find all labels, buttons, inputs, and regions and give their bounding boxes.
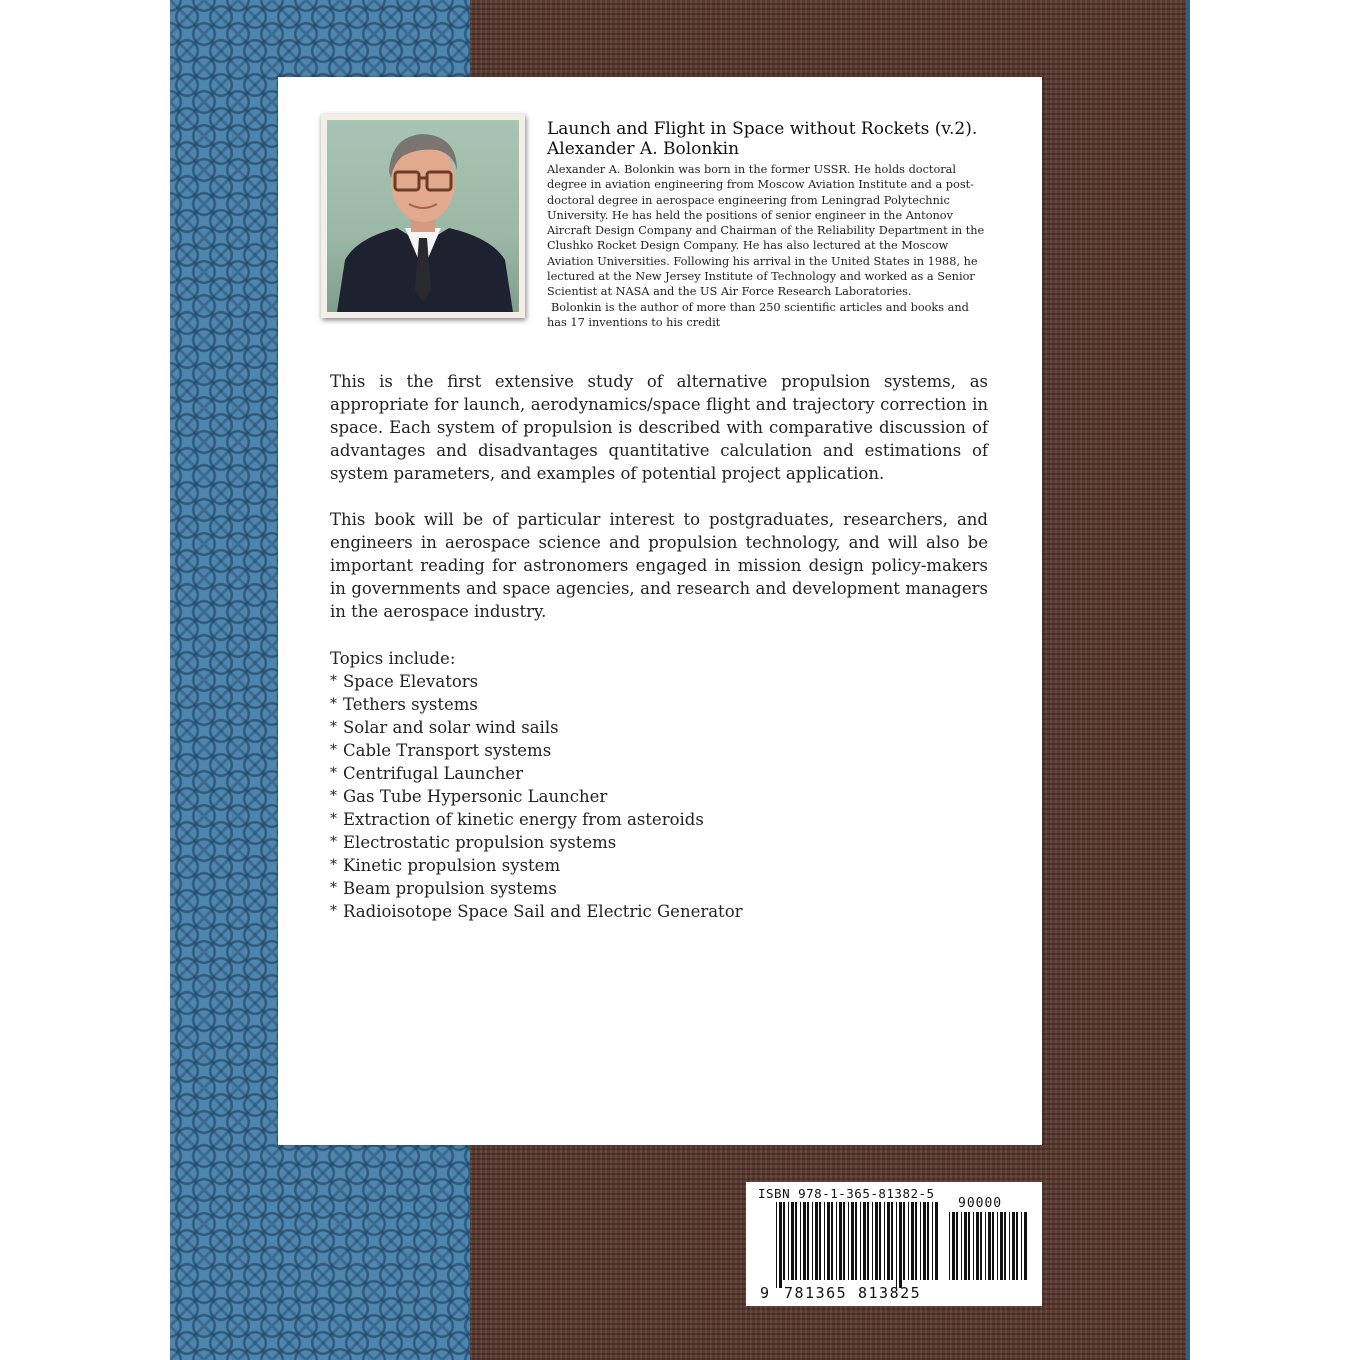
asterisk-icon: * [330, 788, 337, 804]
author-name: Alexander A. Bolonkin [547, 139, 740, 159]
description-paragraph: This book will be of particular interest to postgraduates, researchers, and engineers in aerospace science and propulsion technology, and will also be important reading for astronomers engaged in mission design policy-makers in governments and space agencies, and research and development managers in the aerospace industry. [330, 510, 988, 621]
barcode-bar [851, 1202, 854, 1280]
barcode-bar [848, 1202, 849, 1280]
barcode-bar [920, 1202, 921, 1280]
barcode-lead-digit: 9 [760, 1284, 771, 1302]
book-title: Launch and Flight in Space without Rockets (v.2). [547, 119, 978, 139]
asterisk-icon: * [330, 834, 337, 850]
isbn-barcode [746, 1182, 1042, 1306]
topic-item: * Electrostatic propulsion systems [330, 833, 617, 852]
book-description [330, 370, 988, 646]
barcode-bar [961, 1212, 962, 1280]
author-photo [327, 120, 519, 312]
barcode-bar [803, 1202, 806, 1280]
author-bio [547, 162, 991, 330]
topic-item: * Gas Tube Hypersonic Launcher [330, 787, 608, 806]
asterisk-icon: * [330, 880, 337, 896]
barcode-bar [800, 1202, 801, 1280]
barcode-bar [903, 1202, 905, 1280]
barcode-bar [887, 1202, 890, 1280]
barcode-bar [973, 1212, 974, 1280]
barcode-bar [911, 1202, 914, 1280]
description-paragraph: This is the first extensive study of alternative propulsion systems, as appropriate for launch, aerodynamics/space flight and trajectory correction in space. Each system of propulsion is described with comparative discussion of advantages and disadvantages quantitative calculation and estimations of system parameters, and examples of potential project application. [330, 372, 988, 483]
barcode-bar [968, 1212, 970, 1280]
barcode-bar [779, 1202, 782, 1288]
asterisk-icon: * [330, 696, 337, 712]
barcode-bar [879, 1202, 881, 1280]
barcode-bar [927, 1202, 929, 1280]
topic-item: * Extraction of kinetic energy from asteroids [330, 810, 704, 829]
barcode-bar [815, 1202, 818, 1280]
barcode-bar [827, 1202, 830, 1280]
barcode-bar [875, 1202, 878, 1280]
barcode-bar [795, 1202, 797, 1280]
barcode-bar [997, 1212, 998, 1280]
barcode-bar [896, 1202, 897, 1288]
barcode-bar [1009, 1212, 1010, 1280]
barcode-bar [1004, 1212, 1006, 1280]
barcode-bar [872, 1202, 873, 1280]
barcode-bar [783, 1202, 785, 1280]
barcode-bar [952, 1212, 955, 1280]
barcode-bar [1024, 1212, 1027, 1280]
topic-item: * Cable Transport systems [330, 741, 552, 760]
author-portrait-illustration [327, 120, 519, 312]
asterisk-icon: * [330, 765, 337, 781]
barcode-bar [776, 1202, 777, 1288]
barcode-bar [932, 1202, 933, 1280]
barcode-bar [855, 1202, 857, 1280]
topic-item: * Beam propulsion systems [330, 879, 557, 898]
barcode-bar [839, 1202, 842, 1280]
topics-section [330, 647, 988, 923]
topics-list [330, 670, 988, 923]
topics-heading: Topics include: [330, 649, 456, 668]
barcode-bar [988, 1212, 991, 1280]
asterisk-icon: * [330, 673, 337, 689]
barcode-bar [899, 1202, 902, 1288]
barcode-bar [976, 1212, 979, 1280]
barcode-bar [891, 1202, 893, 1280]
barcode-bar [807, 1202, 809, 1280]
barcode-bar [985, 1212, 986, 1280]
barcode-bar [1012, 1212, 1015, 1280]
barcode-bar [867, 1202, 869, 1280]
author-header [547, 119, 991, 330]
barcode-bar [949, 1212, 950, 1280]
asterisk-icon: * [330, 719, 337, 735]
barcode-bar [915, 1202, 917, 1280]
bio-paragraph: Bolonkin is the author of more than 250 scientific articles and books and has 17 inventions to his credit [547, 300, 969, 329]
author-photo-frame [321, 114, 525, 318]
barcode-bars [776, 1202, 940, 1288]
barcode-bar [935, 1202, 938, 1280]
topic-item: * Tethers systems [330, 695, 478, 714]
asterisk-icon: * [330, 811, 337, 827]
barcode-digits-left: 781365 [784, 1284, 848, 1302]
barcode-bar [980, 1212, 982, 1280]
barcode-bar [836, 1202, 837, 1280]
barcode-bar [964, 1212, 967, 1280]
asterisk-icon: * [330, 857, 337, 873]
isbn-label: ISBN 978-1-365-81382-5 [758, 1186, 935, 1201]
barcode-bar [1000, 1212, 1003, 1280]
barcode-bar [884, 1202, 885, 1280]
barcode-bar [1016, 1212, 1018, 1280]
barcode-bar [992, 1212, 994, 1280]
barcode-bar [812, 1202, 813, 1280]
barcode-bar [819, 1202, 821, 1280]
bio-paragraph: Alexander A. Bolonkin was born in the former USSR. He holds doctoral degree in aviation engineering from Moscow Aviation Institute and a post-doctoral degree in aerospace engineering from Leningrad Polytechnic University. He has held the positions of senior engineer in the Antonov Aircraft Design Company and Chairman of the Reliability Department in the Clushko Rocket Design Company. He has also lectured at the Moscow Aviation Universities. Following his arrival in the United States in 1988, he lectured at the New Jersey Institute of Technology and worked as a Senior Scientist at NASA and the US Air Force Research Laboratories. [547, 163, 985, 299]
asterisk-icon: * [330, 742, 337, 758]
barcode-bar [831, 1202, 833, 1280]
barcode-bar [923, 1202, 926, 1280]
barcode-bar [860, 1202, 861, 1280]
barcode-bar [791, 1202, 794, 1280]
barcode-bar [908, 1202, 909, 1280]
barcode-digits-right: 813825 [858, 1284, 922, 1302]
asterisk-icon: * [330, 903, 337, 919]
barcode-bar [843, 1202, 845, 1280]
topic-item: * Solar and solar wind sails [330, 718, 559, 737]
content-panel [278, 77, 1042, 1145]
barcode-bar [788, 1202, 789, 1280]
topic-item: * Radioisotope Space Sail and Electric Generator [330, 902, 743, 921]
topic-item: * Space Elevators [330, 672, 479, 691]
topic-item: * Centrifugal Launcher [330, 764, 524, 783]
barcode-bar [956, 1212, 958, 1280]
barcode-bar [863, 1202, 866, 1280]
addon-barcode-bars [949, 1212, 1029, 1288]
price-code: 90000 [958, 1196, 1003, 1211]
barcode-bar [824, 1202, 825, 1280]
cover-edge [1186, 0, 1190, 1360]
barcode-bar [1021, 1212, 1022, 1280]
topic-item: * Kinetic propulsion system [330, 856, 561, 875]
